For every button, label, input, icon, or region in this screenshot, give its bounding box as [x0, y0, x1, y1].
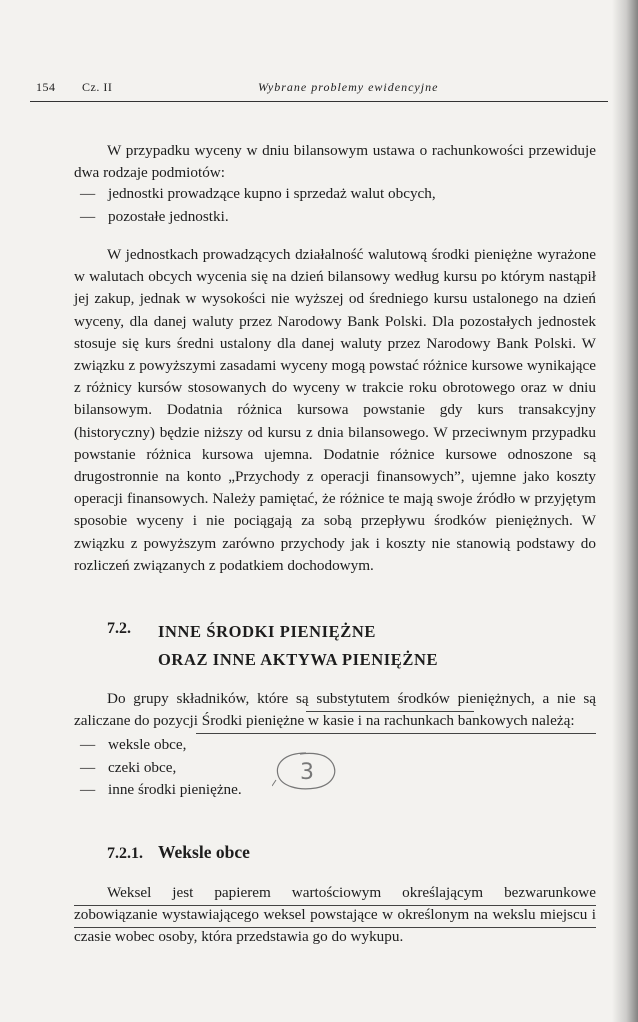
list-item: — czeki obce,	[80, 758, 177, 776]
list-item: — weksle obce,	[80, 736, 187, 753]
section-number: 7.2.	[107, 620, 131, 637]
subsection-number: 7.2.1.	[107, 845, 143, 862]
section-paragraph: Do grupy składników, które są substytutem środków pieniężnych, a nie są zaliczane do pozycji Środki pieniężne w kasie i na rachunkach bankowych należą:	[74, 690, 596, 730]
handwritten-number: 3	[300, 760, 314, 785]
list-item-text: jednostki prowadzące kupno i sprzedaż walut obcych,	[108, 185, 436, 202]
intro-paragraph: W przypadku wyceny w dniu bilansowym ustawa o rachunkowości przewiduje dwa rodzaje podmiotów:	[74, 142, 596, 182]
list-item: — inne środki pieniężne.	[80, 781, 242, 798]
running-title: Wybrane problemy ewidencyjne	[258, 80, 439, 94]
part-label: Cz. II	[82, 80, 113, 94]
handwritten-circle-mark	[272, 750, 340, 792]
subsection-title: Weksle obce	[158, 842, 250, 862]
pencil-underline	[74, 905, 596, 906]
intro-list	[80, 183, 580, 228]
list-item-text: pozostałe jednostki.	[108, 207, 229, 225]
list-item: — pozostałe jednostki.	[80, 207, 229, 225]
main-paragraph: W jednostkach prowadzących działalność walutową środki pieniężne wyrażone w walutach obcych wycenia się na dzień bilansowy według kursu po którym nastąpił jej zakup, jednak w wysokości nie wyższej od średniego kursu ustalonego na dzień wyceny, dla danej waluty przez Narodowy Bank Polski. Dla pozostałych jednostek stosuje się kurs średni ustalony dla danej waluty przez Narodowy Bank Polski. W związku z powyższymi zasadami wyceny mogą powstać różnice kursowe wynikające z różnicy kursów stosowanych do wyceny w trakcie roku obrotowego oraz w dniu bilansowym. Dodatnia różnica kursowa powstanie gdy kurs transakcyjny (historyczny) będzie niższy od kursu z dnia bilansowego. W przeciwnym przypadku powstanie różnica kursowa ujemna. Dodatnie różnice kursowe odnoszone są drugostronnie na konto „Przychody z operacji finansowych”, ujemne jako koszty operacji finansowych. Należy pamiętać, że różnice te mają swoje źródło w przyjętym sposobie wyceny i nie pociągają za sobą przepływu środków pieniężnych. W związku z powyższym zarówno przychody jak i koszty nie stanowią podstawy do rozliczeń związanych z podatkiem dochodowym.	[74, 246, 596, 574]
pencil-underline	[306, 711, 474, 712]
intro-paragraph-block	[74, 140, 596, 184]
page-edge-shadow	[612, 0, 638, 1022]
page-header	[30, 80, 608, 100]
main-paragraph-block	[74, 244, 596, 577]
section-title-line-1: INNE ŚRODKI PIENIĘŻNE	[158, 622, 376, 641]
subsection-paragraph-block	[74, 882, 596, 949]
pencil-underline	[74, 927, 596, 928]
page-number: 154	[36, 80, 56, 94]
section-title	[158, 618, 438, 674]
list-item-text: inne środki pieniężne.	[108, 781, 242, 798]
list-item: — jednostki prowadzące kupno i sprzedaż walut obcych,	[80, 185, 436, 202]
section-title-line-2: ORAZ INNE AKTYWA PIENIĘŻNE	[158, 650, 439, 669]
header-rule	[30, 101, 608, 102]
subsection-paragraph: Weksel jest papierem wartościowym określającym bezwarunkowe zobowiązanie wystawiającego weksel powstające w określonym na wekslu miejscu i czasie wobec osoby, która przedstawia go do wykupu.	[74, 884, 596, 946]
list-item-text: czeki obce,	[108, 758, 177, 776]
list-item-text: weksle obce,	[108, 736, 187, 753]
